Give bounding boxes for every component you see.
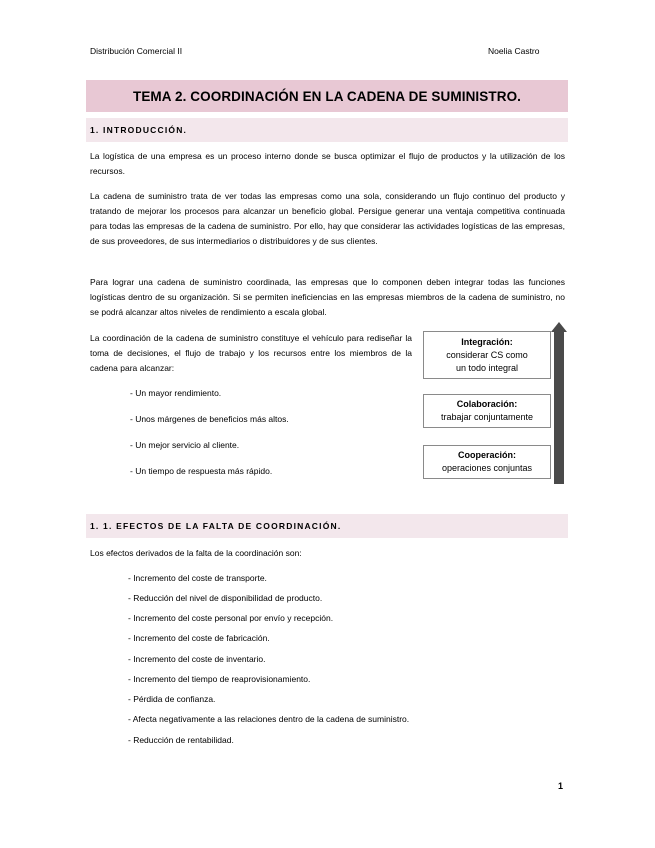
integration-line: un todo integral — [455, 362, 519, 373]
collaboration-box — [423, 394, 551, 428]
cooperation-title: Cooperación: — [457, 450, 516, 460]
coordination-levels-diagram — [423, 322, 568, 484]
list-item: - Reducción de rentabilidad. — [128, 735, 234, 745]
list-item: - Un tiempo de respuesta más rápido. — [130, 466, 273, 476]
list-item: - Pérdida de confianza. — [128, 694, 216, 704]
list-item: - Reducción del nivel de disponibilidad de producto. — [128, 593, 323, 603]
cooperation-box — [423, 445, 551, 479]
list-item: - Un mayor rendimiento. — [130, 388, 222, 398]
list-item: - Unos márgenes de beneficios más altos. — [130, 414, 289, 424]
collaboration-title: Colaboración: — [456, 399, 518, 409]
subsection-heading-bar — [86, 514, 568, 538]
list-item: - Incremento del coste personal por envío y recepción. — [128, 613, 334, 623]
paragraph: Para lograr una cadena de suministro coordinada, las empresas que lo componen deben integrar todas las funciones logísticas dentro de su organización. Si se permiten ineficiencias en las empresas miembros de la cadena de suministro, no se podrá alcanzar altos niveles de rendimiento a escala global. — [90, 277, 565, 317]
integration-title: Integración: — [461, 336, 513, 347]
document-title-bar — [86, 80, 568, 112]
paragraph: La logística de una empresa es un proceso interno donde se busca optimizar el flujo de productos y la utilización de los recursos. — [90, 151, 565, 176]
list-item: - Incremento del tiempo de reaprovisionamiento. — [128, 674, 311, 684]
section-heading-bar — [86, 118, 568, 142]
paragraph: Los efectos derivados de la falta de la coordinación son: — [90, 548, 302, 558]
paragraph: La coordinación de la cadena de suministro constituye el vehículo para rediseñar la toma de decisiones, el flujo de trabajo y los recursos entre los miembros de la cadena para alcanzar: — [90, 333, 412, 373]
list-item: - Incremento del coste de inventario. — [128, 654, 266, 664]
document-title: TEMA 2. COORDINACIÓN EN LA CADENA DE SUMINISTRO. — [132, 88, 522, 104]
list-item: - Un mejor servicio al cliente. — [130, 440, 240, 450]
subsection-heading: 1. 1. EFECTOS DE LA FALTA DE COORDINACIÓN. — [90, 521, 342, 531]
page-number: 1 — [558, 781, 564, 791]
section-heading: 1. INTRODUCCIÓN. — [90, 125, 188, 135]
list-item: - Afecta negativamente a las relaciones dentro de la cadena de suministro. — [128, 714, 410, 724]
paragraph: La cadena de suministro trata de ver todas las empresas como una sola, considerando un flujo continuo del producto y tratando de mejorar los procesos para alcanzar un beneficio global. Persigue generar una ventaja competitiva continuada para todas las empresas de la cadena de suministro. Por ello, hay que considerar las actividades logísticas de las empresas, de sus proveedores, de sus intermediarios o distribuidores y de sus clientes. — [90, 191, 565, 246]
cooperation-line: operaciones conjuntas — [441, 463, 533, 473]
list-item: - Incremento del coste de fabricación. — [128, 633, 270, 643]
header-right: Noelia Castro — [488, 46, 540, 56]
list-item: - Incremento del coste de transporte. — [128, 573, 267, 583]
header-left: Distribución Comercial II — [90, 46, 183, 56]
integration-box — [423, 331, 551, 379]
integration-line: considerar CS como — [446, 349, 528, 360]
collaboration-line: trabajar conjuntamente — [440, 412, 534, 422]
